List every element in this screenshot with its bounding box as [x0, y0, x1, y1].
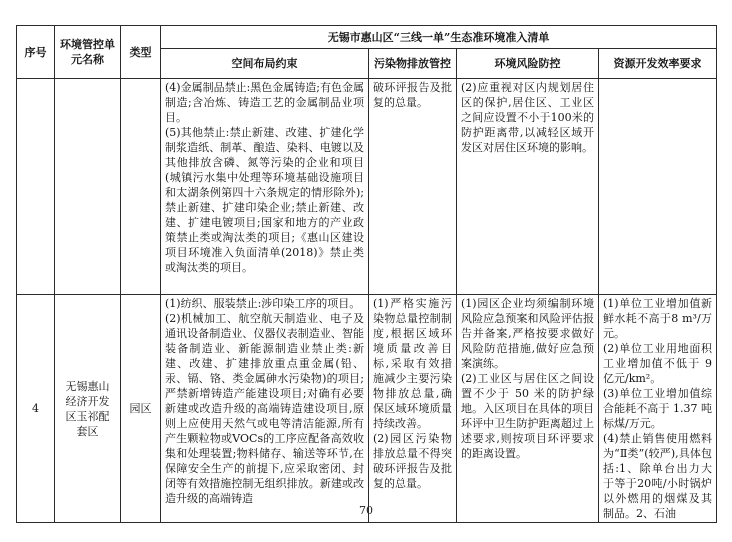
- resource-paragraph: (3)单位工业增加值综合能耗不高于 1.37 吨标煤/万元。: [603, 387, 713, 430]
- table-title-row: [17, 26, 717, 49]
- cell-unit-name: [55, 79, 121, 295]
- cell-resource-efficiency: [599, 295, 717, 523]
- header-risk-prevention: 环境风险防控: [457, 49, 599, 79]
- space-paragraph: (4)金属制品禁止:黑色金属铸造;有色金属制造;含冶炼、铸造工艺的金属制品业项目。: [165, 81, 364, 124]
- header-space-constraints: 空间布局约束: [161, 49, 369, 79]
- cell-risk-prevention: [457, 79, 599, 295]
- cell-unit-name: 无锡惠山经济开发区玉祁配套区: [55, 295, 121, 523]
- cell-type: 园区: [121, 295, 161, 523]
- resource-paragraph: (4)禁止销售使用燃料为“Ⅱ类”(较严),具体包括:1、除单台出力大于等于20吨/小时锅炉以外燃用的烟煤及其制品。2、石油: [603, 432, 713, 520]
- cell-serial: [17, 79, 55, 295]
- cell-risk-prevention: [457, 295, 599, 523]
- header-resource-efficiency: 资源开发效率要求: [599, 49, 717, 79]
- cell-pollutant-control: [369, 79, 457, 295]
- resource-paragraph: (2)单位工业用地面积工业增加值不低于 9 亿元/km²。: [603, 342, 713, 385]
- pollutant-paragraph: (2)园区污染物排放总量不得突破环评报告及批复的总量。: [373, 432, 452, 490]
- header-pollutant-control: 污染物排放管控: [369, 49, 457, 79]
- risk-paragraph: (2)工业区与居住区之间设置不少于 50 米的防护绿地。入区项目在具体的项目环评中卫生防护距离超过上述要求,则按项目环评要求的距离设置。: [461, 372, 594, 460]
- table-row-4: [17, 295, 717, 523]
- header-type: 类型: [121, 26, 161, 79]
- table-row-continuation: [17, 79, 717, 295]
- pollutant-paragraph: 破环评报告及批复的总量。: [373, 81, 452, 109]
- space-paragraph: (2)机械加工、航空航天制造业、电子及通讯设备制造业、仪器仪表制造业、智能装备制造业、新能源制造业禁止类:新建、改建、扩建排放重点重金属(铅、汞、镉、铬、类金属砷水污染物)的项目;严禁新增铸造产能建设项目;对确有必要新建或改造升级的高端铸造建设项目,原则上应使用天然气或电等清洁能源,所有产生颗粒物或VOCs的工序应配备高效收集和处理装置;物料储存、输送等环节,在保障安全生产的前提下,应采取密闭、封闭等有效措施控制无组织排放。新建或改造升级的高端铸造: [165, 312, 364, 505]
- header-unit-name: 环境管控单元名称: [55, 26, 121, 79]
- risk-paragraph: (1)园区企业均须编制环境风险应急预案和风险评估报告并备案,严格按要求做好风险防范措施,做好应急预案演练。: [461, 297, 594, 370]
- cell-serial: 4: [17, 295, 55, 523]
- cell-space-constraints: [161, 79, 369, 295]
- pollutant-paragraph: (1)严格实施污染物总量控制制度,根据区域环境质量改善目标,采取有效措施减少主要污染物排放总量,确保区域环境质量持续改善。: [373, 297, 452, 430]
- header-serial: 序号: [17, 26, 55, 79]
- cell-resource-efficiency: [599, 79, 717, 295]
- resource-paragraph: (1)单位工业增加值新鲜水耗不高于8 m³/万元。: [603, 297, 713, 340]
- table-title: 无锡市惠山区“三线一单”生态准环境准入清单: [161, 26, 717, 49]
- cell-space-constraints: [161, 295, 369, 523]
- risk-paragraph: (2)应重视对区内规划居住区的保护,居住区、工业区之间应设置不小于100米的防护距离带,以减轻区域开发区对居住区环境的影响。: [461, 81, 594, 154]
- cell-pollutant-control: [369, 295, 457, 523]
- access-list-table: [16, 25, 717, 523]
- cell-type: [121, 79, 161, 295]
- space-paragraph: (5)其他禁止:禁止新建、改建、扩建化学制浆造纸、制革、酿造、染料、电镀以及其他排放含磷、氮等污染的企业和项目(城镇污水集中处理等环境基础设施项目和太湖条例第四十六条规定的情形除外);禁止新建、扩建印染企业;禁止新建、改建、扩建电镀项目;国家和地方的产业政策禁止类或淘汰类的项目;《惠山区建设项目环境准入负面清单(2018)》禁止类或淘汰类的项目。: [165, 126, 364, 274]
- page-number: 70: [359, 504, 373, 517]
- space-paragraph: (1)纺织、服装禁止:涉印染工序的项目。: [165, 297, 361, 310]
